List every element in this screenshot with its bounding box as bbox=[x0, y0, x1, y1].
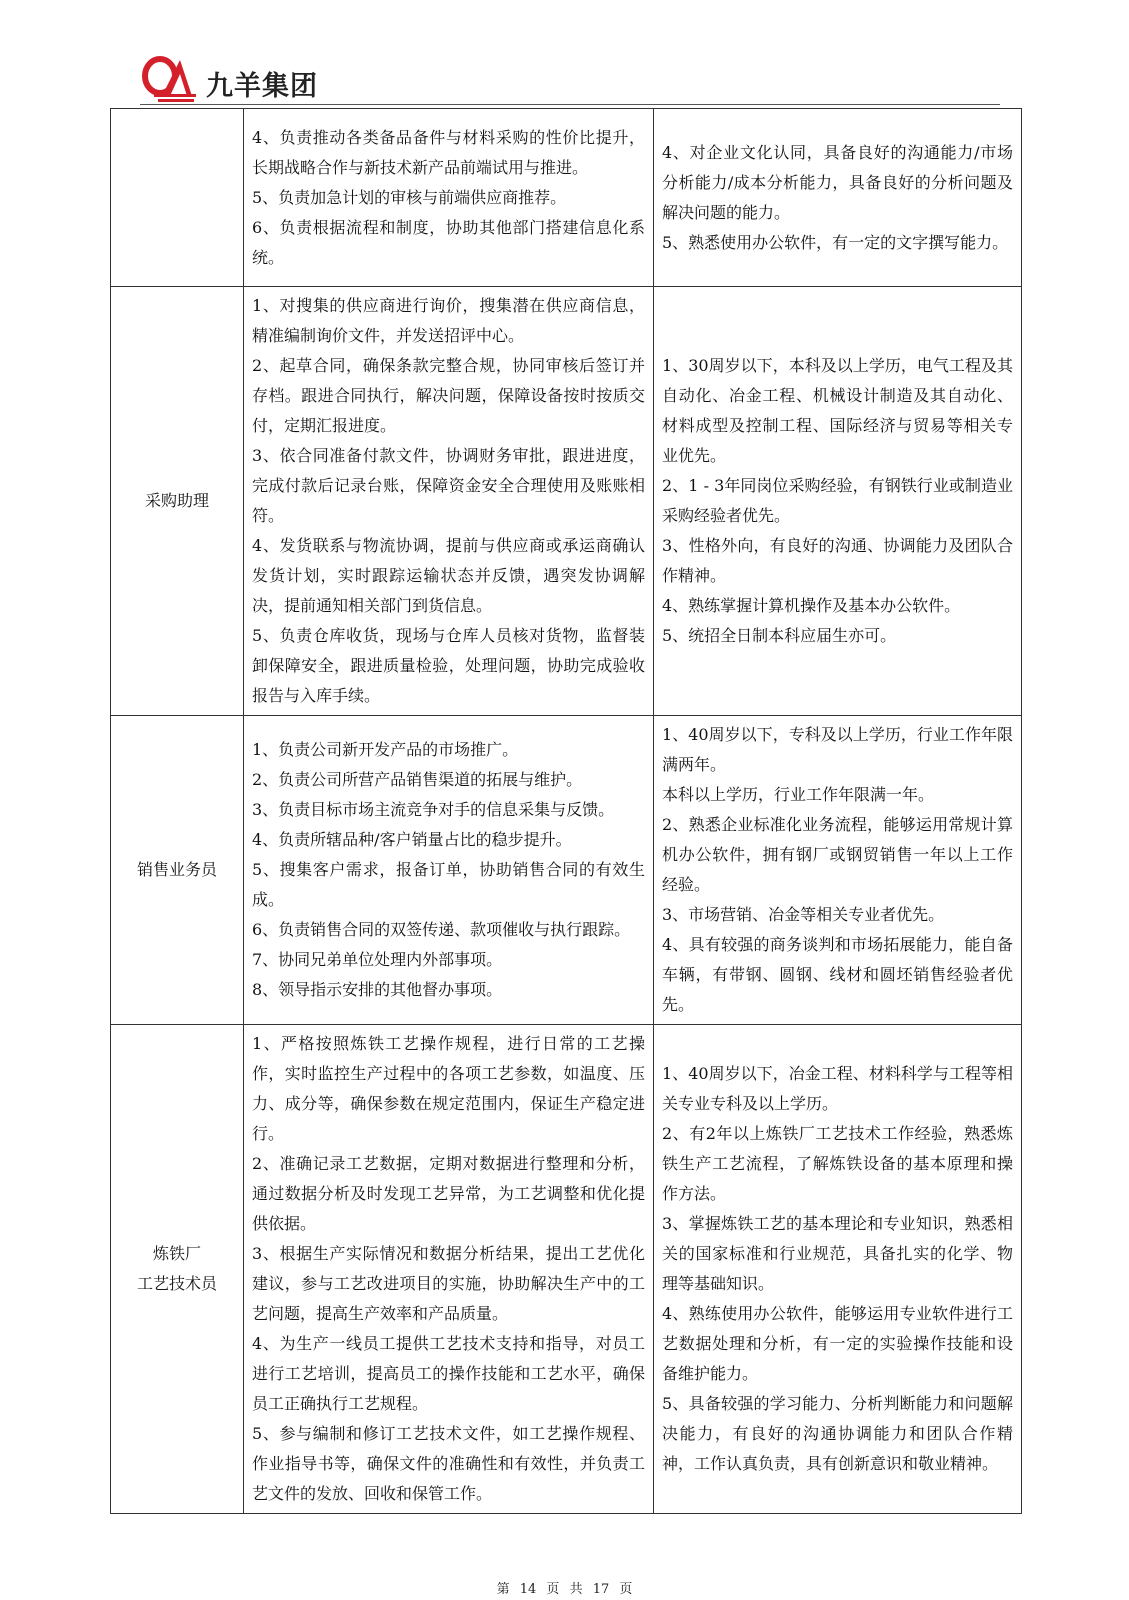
duty-item: 8、领导指示安排的其他督办事项。 bbox=[252, 980, 503, 999]
requirement-item: 2、有2年以上炼铁厂工艺技术工作经验，熟悉炼铁生产工艺流程，了解炼铁设备的基本原理和操作方法。 bbox=[662, 1124, 1013, 1203]
job-title-cell bbox=[111, 1025, 244, 1514]
requirement-item: 1、30周岁以下，本科及以上学历，电气工程及其自动化、冶金工程、机械设计制造及其自动化、材料成型及控制工程、国际经济与贸易等相关专业优先。 bbox=[662, 356, 1013, 465]
job-table bbox=[110, 108, 1022, 1514]
footer-page-number: 14 bbox=[519, 1582, 537, 1597]
page-footer bbox=[0, 1578, 1129, 1597]
duty-item: 5、负责仓库收货，现场与仓库人员核对货物，监督装卸保障安全，跟进质量检验，处理问题，协助完成验收报告与入库手续。 bbox=[252, 626, 645, 705]
footer-suffix: 页 bbox=[619, 1582, 633, 1597]
job-requirements-cell bbox=[654, 1025, 1022, 1514]
job-title: 采购助理 bbox=[144, 491, 209, 510]
job-title: 工艺技术员 bbox=[136, 1274, 217, 1293]
job-title-cell bbox=[111, 287, 244, 716]
duty-item: 2、起草合同，确保条款完整合规，协同审核后签订并存档。跟进合同执行，解决问题，保障设备按时按质交付，定期汇报进度。 bbox=[252, 356, 645, 435]
duty-item: 6、负责销售合同的双签传递、款项催收与执行跟踪。 bbox=[252, 920, 631, 939]
job-requirements-cell bbox=[654, 109, 1022, 287]
duty-item: 4、为生产一线员工提供工艺技术支持和指导，对员工进行工艺培训，提高员工的操作技能和工艺水平，确保员工正确执行工艺规程。 bbox=[252, 1334, 645, 1413]
job-title-cell bbox=[111, 109, 244, 287]
footer-prefix: 第 bbox=[496, 1582, 510, 1597]
company-logo-icon bbox=[140, 52, 210, 104]
table-row bbox=[111, 287, 1022, 716]
footer-total-pages: 17 bbox=[592, 1582, 610, 1597]
duty-item: 2、准确记录工艺数据，定期对数据进行整理和分析，通过数据分析及时发现工艺异常，为工艺调整和优化提供依据。 bbox=[252, 1154, 645, 1233]
table-row bbox=[111, 716, 1022, 1025]
requirement-item: 1、40周岁以下，冶金工程、材料科学与工程等相关专业专科及以上学历。 bbox=[662, 1064, 1013, 1113]
job-duties-cell bbox=[244, 716, 654, 1025]
requirement-item: 5、统招全日制本科应届生亦可。 bbox=[662, 626, 897, 645]
job-title: 销售业务员 bbox=[136, 860, 217, 879]
company-name: 九羊集团 bbox=[206, 71, 318, 102]
requirement-item: 4、具有较强的商务谈判和市场拓展能力，能自备车辆，有带钢、圆钢、线材和圆坯销售经验者优先。 bbox=[662, 935, 1013, 1014]
job-title-cell bbox=[111, 716, 244, 1025]
requirement-item: 4、熟练掌握计算机操作及基本办公软件。 bbox=[662, 596, 961, 615]
duty-item: 1、负责公司新开发产品的市场推广。 bbox=[252, 740, 519, 759]
job-duties-cell bbox=[244, 109, 654, 287]
duty-item: 2、负责公司所营产品销售渠道的拓展与维护。 bbox=[252, 770, 583, 789]
job-requirements-cell bbox=[654, 716, 1022, 1025]
requirement-item: 2、1 - 3年同岗位采购经验，有钢铁行业或制造业采购经验者优先。 bbox=[662, 476, 1013, 525]
requirement-item: 5、熟悉使用办公软件，有一定的文字撰写能力。 bbox=[662, 232, 1009, 252]
job-duties-cell bbox=[244, 287, 654, 716]
duty-item: 6、负责根据流程和制度，协助其他部门搭建信息化系统。 bbox=[252, 217, 645, 267]
duty-item: 4、负责所辖品种/客户销量占比的稳步提升。 bbox=[252, 830, 572, 849]
page-header bbox=[140, 52, 1000, 105]
duty-item: 5、搜集客户需求，报备订单，协助销售合同的有效生成。 bbox=[252, 860, 645, 909]
footer-mid2: 共 bbox=[569, 1582, 583, 1597]
requirement-item: 3、性格外向，有良好的沟通、协调能力及团队合作精神。 bbox=[662, 536, 1013, 585]
duty-item: 4、负责推动各类备品备件与材料采购的性价比提升，长期战略合作与新技术新产品前端试用与推进。 bbox=[252, 127, 645, 177]
duty-item: 1、严格按照炼铁工艺操作规程，进行日常的工艺操作，实时监控生产过程中的各项工艺参数，如温度、压力、成分等，确保参数在规定范围内，保证生产稳定进行。 bbox=[252, 1034, 645, 1143]
job-duties-cell bbox=[244, 1025, 654, 1514]
requirement-item: 4、对企业文化认同，具备良好的沟通能力/市场分析能力/成本分析能力，具备良好的分析问题及解决问题的能力。 bbox=[662, 142, 1013, 222]
requirement-item: 3、市场营销、冶金等相关专业者优先。 bbox=[662, 905, 945, 924]
table-row bbox=[111, 109, 1022, 287]
duty-item: 3、依合同准备付款文件，协调财务审批，跟进进度，完成付款后记录台账，保障资金安全合理使用及账账相符。 bbox=[252, 446, 645, 525]
job-title: 炼铁厂 bbox=[152, 1244, 201, 1263]
duty-item: 4、发货联系与物流协调，提前与供应商或承运商确认发货计划，实时跟踪运输状态并反馈，遇突发协调解决，提前通知相关部门到货信息。 bbox=[252, 536, 645, 615]
table-row bbox=[111, 1025, 1022, 1514]
requirement-item: 1、40周岁以下，专科及以上学历，行业工作年限满两年。 bbox=[662, 725, 1013, 774]
duty-item: 7、协同兄弟单位处理内外部事项。 bbox=[252, 950, 503, 969]
job-requirements-cell bbox=[654, 287, 1022, 716]
requirement-item: 本科以上学历，行业工作年限满一年。 bbox=[662, 785, 935, 804]
duty-item: 3、负责目标市场主流竞争对手的信息采集与反馈。 bbox=[252, 800, 615, 819]
duty-item: 5、参与编制和修订工艺技术文件，如工艺操作规程、作业指导书等，确保文件的准确性和有效性，并负责工艺文件的发放、回收和保管工作。 bbox=[252, 1424, 645, 1503]
requirement-item: 4、熟练使用办公软件，能够运用专业软件进行工艺数据处理和分析，有一定的实验操作技能和设备维护能力。 bbox=[662, 1304, 1013, 1383]
footer-mid1: 页 bbox=[546, 1582, 560, 1597]
duty-item: 5、负责加急计划的审核与前端供应商推荐。 bbox=[252, 187, 567, 207]
requirement-item: 5、具备较强的学习能力、分析判断能力和问题解决能力，有良好的沟通协调能力和团队合作精神，工作认真负责，具有创新意识和敬业精神。 bbox=[662, 1394, 1013, 1473]
duty-item: 1、对搜集的供应商进行询价，搜集潜在供应商信息，精准编制询价文件，并发送招评中心。 bbox=[252, 296, 645, 345]
requirement-item: 2、熟悉企业标准化业务流程，能够运用常规计算机办公软件，拥有钢厂或钢贸销售一年以上工作经验。 bbox=[662, 815, 1013, 894]
duty-item: 3、根据生产实际情况和数据分析结果，提出工艺优化建议，参与工艺改进项目的实施，协助解决生产中的工艺问题，提高生产效率和产品质量。 bbox=[252, 1244, 645, 1323]
requirement-item: 3、掌握炼铁工艺的基本理论和专业知识，熟悉相关的国家标准和行业规范，具备扎实的化学、物理等基础知识。 bbox=[662, 1214, 1013, 1293]
